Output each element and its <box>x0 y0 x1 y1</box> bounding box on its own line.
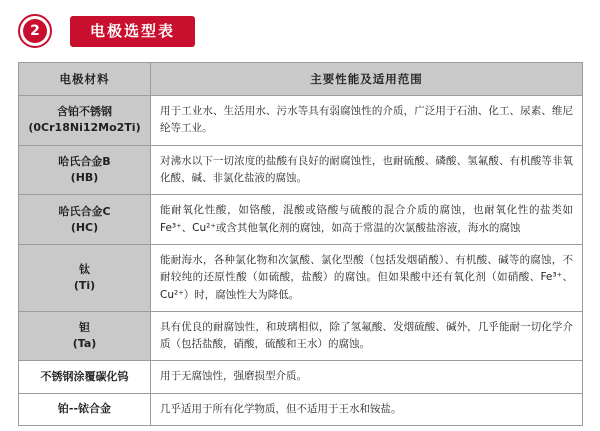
page-title: 电极选型表 <box>70 16 195 47</box>
description-cell: 具有优良的耐腐蚀性，和玻璃相似，除了氢氟酸、发烟硫酸、碱外，几乎能耐一切化学介质（包括盐酸，硝酸，硫酸和王水）的腐蚀。 <box>151 311 583 361</box>
material-name-cell <box>19 145 151 195</box>
material-name-line: 铂--铱合金 <box>57 402 112 416</box>
table-row <box>19 393 583 425</box>
material-name-line: 钽 <box>79 321 90 335</box>
material-name-line: 哈氏合金B <box>58 155 111 168</box>
table-row <box>19 361 583 393</box>
description-cell: 对沸水以下一切浓度的盐酸有良好的耐腐蚀性，也耐硫酸、磷酸、氢氟酸、有机酸等非氧化酸、碱、非氯化盐液的腐蚀。 <box>151 145 583 195</box>
document-header <box>18 14 582 48</box>
material-name-cell <box>19 393 151 425</box>
table-header-row <box>19 63 583 96</box>
section-number-badge <box>18 14 52 48</box>
section-number-value: 2 <box>23 19 47 43</box>
description-cell: 能耐海水，各种氯化物和次氯酸、氯化型酸（包括发烟硝酸）、有机酸、碱等的腐蚀，不耐较纯的还原性酸（如硫酸，盐酸）的腐蚀。但如果酸中还有氧化剂（如硝酸、Fe³⁺、Cu²⁺）时，腐蚀性大为降低。 <box>151 244 583 311</box>
material-name-line: 不锈钢涂覆碳化钨 <box>40 370 129 384</box>
table-row <box>19 311 583 361</box>
description-cell: 几乎适用于所有化学物质，但不适用于王水和铵盐。 <box>151 393 583 425</box>
material-name-cell <box>19 244 151 311</box>
table-row <box>19 244 583 311</box>
table-row <box>19 195 583 245</box>
material-name-line: (Ta) <box>72 337 97 351</box>
material-name-line: (0Cr18Ni12Mo2Ti) <box>28 121 141 135</box>
material-name-cell <box>19 195 151 245</box>
column-header-performance: 主要性能及适用范围 <box>151 63 583 96</box>
material-name-cell <box>19 96 151 146</box>
material-name-line: (HC) <box>70 220 99 234</box>
material-name-line: (Ti) <box>73 278 96 292</box>
material-name-line: 含铂不锈钢 <box>57 105 112 119</box>
material-name-line: 哈氏合金C <box>58 204 111 218</box>
table-row <box>19 145 583 195</box>
column-header-material: 电极材料 <box>19 63 151 96</box>
material-name-cell <box>19 361 151 393</box>
electrode-selection-table <box>18 62 583 426</box>
description-cell: 用于无腐蚀性，强磨损型介质。 <box>151 361 583 393</box>
description-cell: 能耐氧化性酸，如铬酸，混酸或铬酸与硫酸的混合介质的腐蚀，也耐氧化性的盐类如Fe³⁺、Cu²⁺或含其他氧化剂的腐蚀，如高于常温的次氯酸盐溶液，海水的腐蚀 <box>151 195 583 245</box>
description-cell: 用于工业水、生活用水、污水等具有弱腐蚀性的介质，广泛用于石油、化工、尿素、维尼纶等工业。 <box>151 96 583 146</box>
material-name-line: (HB) <box>70 170 99 184</box>
material-name-cell <box>19 311 151 361</box>
table-row <box>19 96 583 146</box>
table-body <box>19 96 583 426</box>
material-name-line: 钛 <box>79 262 90 276</box>
